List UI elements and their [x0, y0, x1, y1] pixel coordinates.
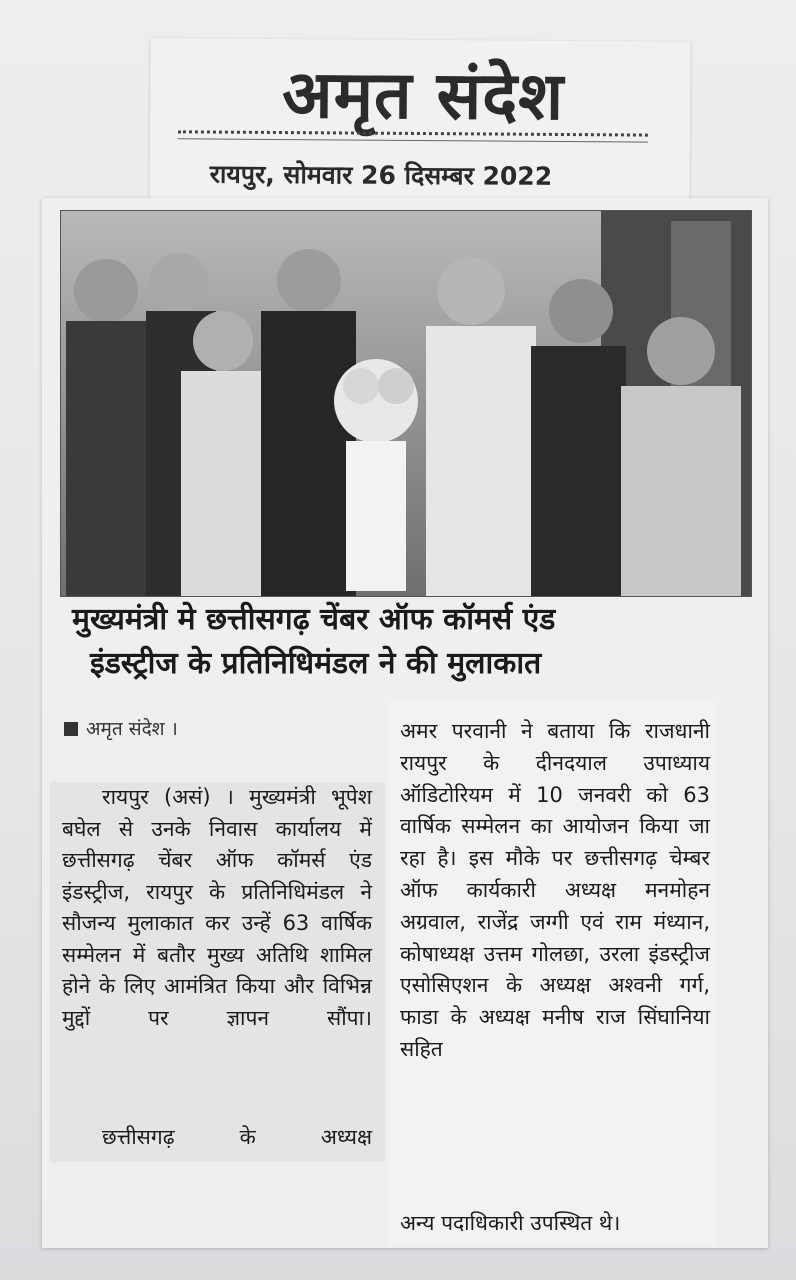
byline [64, 715, 178, 741]
headline-line-2: इंडस्ट्रीज के प्रतिनिधिमंडल ने की मुलाकात [90, 646, 542, 681]
issue-date: रायपुर, सोमवार 26 दिसम्बर 2022 [209, 159, 553, 191]
left-column-continuation: छत्तीसगढ़ के अध्यक्ष [102, 1125, 372, 1149]
right-column-last-line: अन्य पदाधिकारी उपस्थित थे। [400, 1211, 621, 1235]
article-headline [60, 598, 720, 686]
newspaper-title: अमृत संदेश [281, 56, 565, 136]
right-column-body: अमर परवानी ने बताया कि राजधानी रायपुर के दीनदयाल उपाध्याय ऑडिटोरियम में 10 जनवरी को 63 वार्षिक सम्मेलन का आयोजन किया जा रहा है। इस मौके पर छत्तीसगढ़ चेम्बर ऑफ कार्यकारी अध्यक्ष मनमोहन अग्रवाल, राजेंद्र जग्गी एवं राम मंध्यान, कोषाध्यक्ष उत्तम गोलछा, उरला इंडस्ट्रीज एसोसिएशन के अध्यक्ष अश्वनी गर्ग, फाडा के अध्यक्ष मनीष राज सिंघानिया सहित [400, 719, 710, 1061]
headline-line-1: मुख्यमंत्री मे छत्तीसगढ़ चेंबर ऑफ कॉमर्स एंड [72, 602, 556, 637]
byline-text: अमृत संदेश । [86, 718, 178, 740]
news-photo [60, 210, 752, 597]
group-photo-image [61, 211, 751, 596]
masthead-clipping [149, 38, 690, 212]
bullet-square-icon [64, 722, 78, 736]
left-column-body: रायपुर (असं) । मुख्यमंत्री भूपेश बघेल से उनके निवास कार्यालय में छत्तीसगढ़ चेंबर ऑफ कॉमर्स एंड इंडस्ट्रीज, रायपुर के प्रतिनिधिमंडल ने सौजन्य मुलाकात कर उन्हें 63 वार्षिक सम्मेलन में बतौर मुख्य अतिथि शामिल होने के लिए आमंत्रित किया और विभिन्न मुद्दों पर ज्ञापन सौंपा। [62, 785, 372, 1030]
